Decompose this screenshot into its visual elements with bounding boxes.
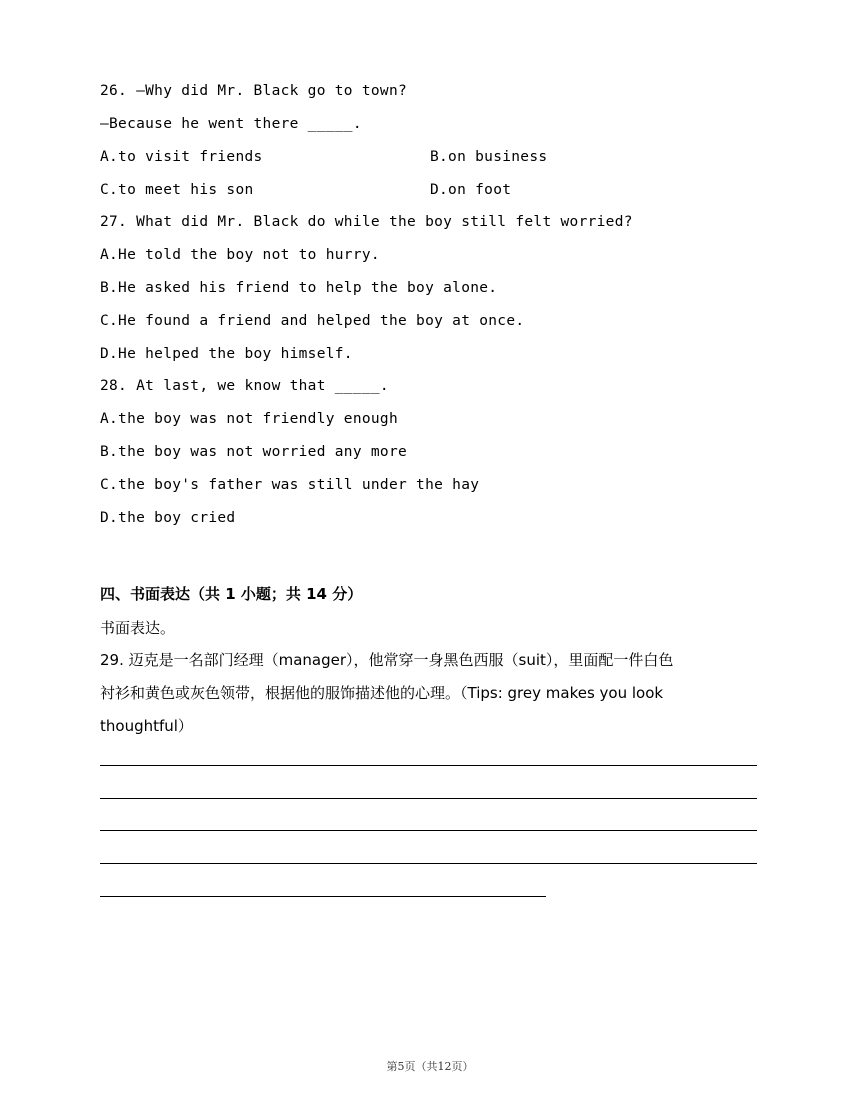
- question-26-stem-answer: —Because he went there _____.: [100, 116, 362, 132]
- answer-line: [100, 798, 757, 799]
- question-29-prompt-line-3: thoughtful）: [100, 717, 193, 735]
- question-27-option-d: D.He helped the boy himself.: [100, 346, 353, 362]
- answer-line: [100, 863, 757, 864]
- question-27-option-a: A.He told the boy not to hurry.: [100, 247, 380, 263]
- question-28-option-d: D.the boy cried: [100, 510, 236, 526]
- question-26-option-c: C.to meet his son: [100, 182, 254, 198]
- question-29-prompt-line-2: 衬衫和黄色或灰色领带，根据他的服饰描述他的心理。（Tips: grey makes you look: [100, 684, 664, 702]
- answer-line: [100, 765, 757, 766]
- page-footer: 第5页（共12页）: [386, 1060, 474, 1073]
- question-28-option-b: B.the boy was not worried any more: [100, 444, 408, 460]
- question-27-stem: 27. What did Mr. Black do while the boy still felt worried?: [100, 214, 633, 230]
- section-heading: 四、书面表达（共 1 小题；共 14 分）: [100, 585, 363, 603]
- question-26-option-d: D.on foot: [430, 182, 512, 198]
- question-26-option-a: A.to visit friends: [100, 149, 263, 165]
- question-29-prompt-line-1: 29. 迈克是一名部门经理（manager），他常穿一身黑色西服（suit），里面配一件白色: [100, 651, 674, 669]
- question-28-stem: 28. At last, we know that _____.: [100, 378, 389, 394]
- question-26-stem: 26. —Why did Mr. Black go to town?: [100, 83, 408, 99]
- question-28-option-a: A.the boy was not friendly enough: [100, 411, 398, 427]
- answer-line: [100, 830, 757, 831]
- question-27-option-c: C.He found a friend and helped the boy at once.: [100, 313, 525, 329]
- answer-line: [100, 896, 546, 897]
- section-subtitle: 书面表达。: [100, 619, 176, 637]
- question-28-option-c: C.the boy's father was still under the hay: [100, 477, 480, 493]
- question-27-option-b: B.He asked his friend to help the boy alone.: [100, 280, 498, 296]
- question-26-option-b: B.on business: [430, 149, 548, 165]
